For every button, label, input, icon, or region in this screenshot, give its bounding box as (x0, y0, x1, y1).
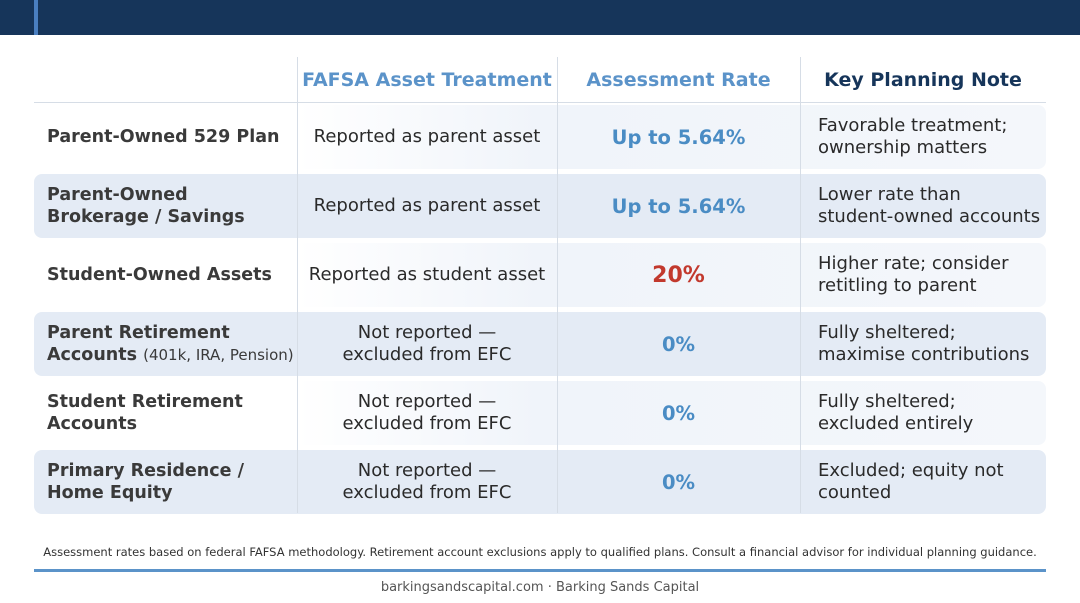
footer-attribution: barkingsandscapital.com · Barking Sands Capital (380, 580, 700, 595)
assessment-rate: Up to 5.64% (611, 125, 746, 149)
header-assessment-rate: Assessment Rate (586, 69, 771, 91)
fafsa-treatment: Reported as student asset (308, 264, 546, 285)
assessment-rate: 20% (652, 262, 705, 288)
banner-accent (34, 0, 38, 35)
fafsa-treatment: Reported as parent asset (313, 126, 541, 147)
header-planning-note: Key Planning Note (824, 69, 1022, 91)
fafsa-treatment: Not reported — excluded from EFC (342, 322, 512, 365)
top-banner (0, 0, 1080, 35)
column-divider (557, 57, 558, 513)
asset-name: Parent Retirement Accounts (401k, IRA, Pension) (47, 323, 294, 365)
assessment-rate: 0% (661, 401, 696, 425)
table-row (34, 105, 1046, 169)
column-divider (297, 57, 298, 513)
footnote: Assessment rates based on federal FAFSA methodology. Retirement account exclusions apply to qualified plans. Consult a financial advisor for individual planning guidance. (43, 545, 1037, 559)
asset-name: Primary Residence / Home Equity (47, 461, 244, 503)
table-row (34, 243, 1046, 307)
assessment-rate: 0% (661, 332, 696, 356)
asset-subtext: (401k, IRA, Pension) (143, 346, 294, 364)
asset-comparison-table (34, 57, 1046, 517)
asset-name: Parent-Owned Brokerage / Savings (47, 185, 245, 227)
table-row (34, 450, 1046, 514)
table-row (34, 174, 1046, 238)
table-row (34, 312, 1046, 376)
fafsa-treatment: Not reported — excluded from EFC (342, 460, 512, 503)
asset-name: Student-Owned Assets (47, 265, 272, 285)
asset-name: Parent-Owned 529 Plan (47, 127, 280, 147)
assessment-rate: Up to 5.64% (611, 194, 746, 218)
fafsa-treatment: Reported as parent asset (313, 195, 541, 216)
planning-note: Higher rate; consider retitling to parent (818, 253, 1009, 296)
header-fafsa-treatment: FAFSA Asset Treatment (302, 69, 552, 91)
planning-note: Fully sheltered; excluded entirely (818, 391, 974, 434)
table-header (34, 57, 1046, 103)
table-row (34, 381, 1046, 445)
footer-rule (34, 569, 1046, 572)
fafsa-treatment: Not reported — excluded from EFC (342, 391, 512, 434)
planning-note: Favorable treatment; ownership matters (818, 115, 1008, 158)
planning-note: Fully sheltered; maximise contributions (818, 322, 1030, 365)
asset-name: Student Retirement Accounts (47, 392, 243, 434)
assessment-rate: 0% (661, 470, 696, 494)
planning-note: Lower rate than student-owned accounts (818, 184, 1041, 227)
column-divider (800, 57, 801, 513)
planning-note: Excluded; equity not counted (818, 460, 1004, 503)
